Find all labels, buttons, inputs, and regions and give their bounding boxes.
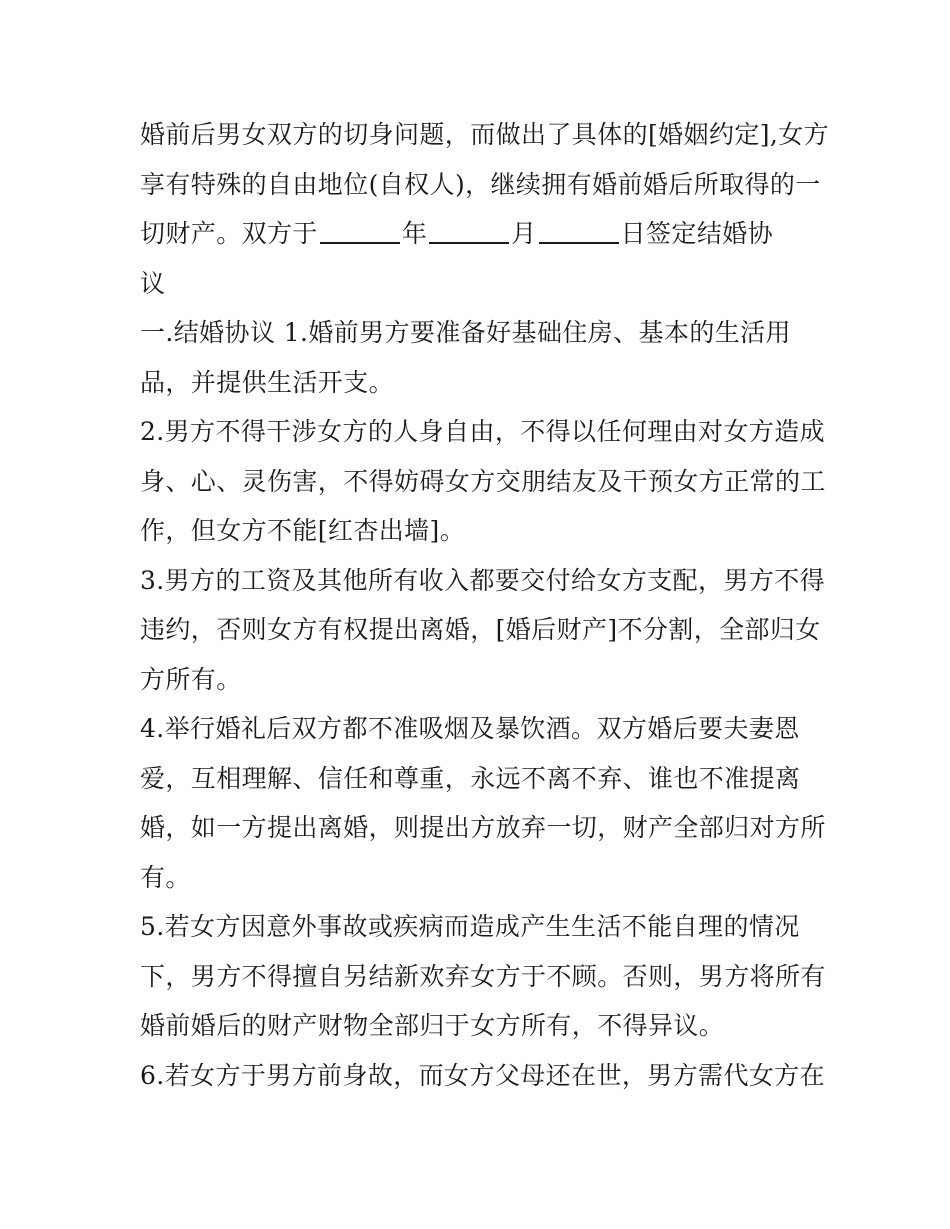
document-body [140,110,830,1100]
text-segment: 切财产。双方于 [140,219,318,248]
text-line: 品，并提供生活开支。 [140,367,395,397]
text-line: 违约，否则女方有权提出离婚，[婚后财产]不分割，全部归女 [140,615,821,644]
text-line: 婚，如一方提出离婚，则提出方放弃一切，财产全部归对方所 [140,813,826,842]
text-line: 爱，互相理解、信任和尊重，永远不离不弃、谁也不准提离 [140,763,801,793]
text-line: 2.男方不得干涉女方的人身自由，不得以任何理由对女方造成 [140,417,826,446]
text-line: 婚前婚后的财产财物全部归于女方所有，不得异议。 [140,1011,725,1040]
text-line: 4.举行婚礼后双方都不准吸烟及暴饮酒。双方婚后要夫妻恩 [140,714,800,743]
text-line: 作，但女方不能[红杏出墙]。 [140,516,466,545]
fill-in-blank-day [539,242,619,244]
fill-in-blank-month [429,242,509,244]
text-line: 6.若女方于男方前身故，而女方父母还在世，男方需代女方在 [140,1060,826,1090]
text-line: 身、心、灵伤害，不得妨碍女方交朋结友及干预女方正常的工 [140,466,826,496]
fill-in-blank-year [320,242,400,244]
text-line: 享有特殊的自由地位(自权人)，继续拥有婚前婚后所取得的一 [140,169,821,199]
text-line: 5.若女方因意外事故或疾病而造成产生生活不能自理的情况 [140,912,800,941]
text-segment: 年 [401,219,428,248]
text-line: 婚前后男女双方的切身问题，而做出了具体的[婚姻约定],女方 [140,120,830,149]
text-segment: 月 [511,219,537,248]
text-line: 方所有。 [140,664,242,694]
text-segment: 日签定结婚协 [620,219,774,248]
text-line: 下，男方不得擅自另结新欢弃女方于不顾。否则，男方将所有 [140,961,826,991]
text-line: 3.男方的工资及其他所有收入都要交付给女方支配，男方不得 [140,565,826,595]
text-line: 议 [140,268,166,298]
text-line-with-blanks [140,209,820,259]
text-line: 一.结婚协议 1.婚前男方要准备好基础住房、基本的生活用 [140,318,791,347]
text-line: 有。 [140,862,191,892]
